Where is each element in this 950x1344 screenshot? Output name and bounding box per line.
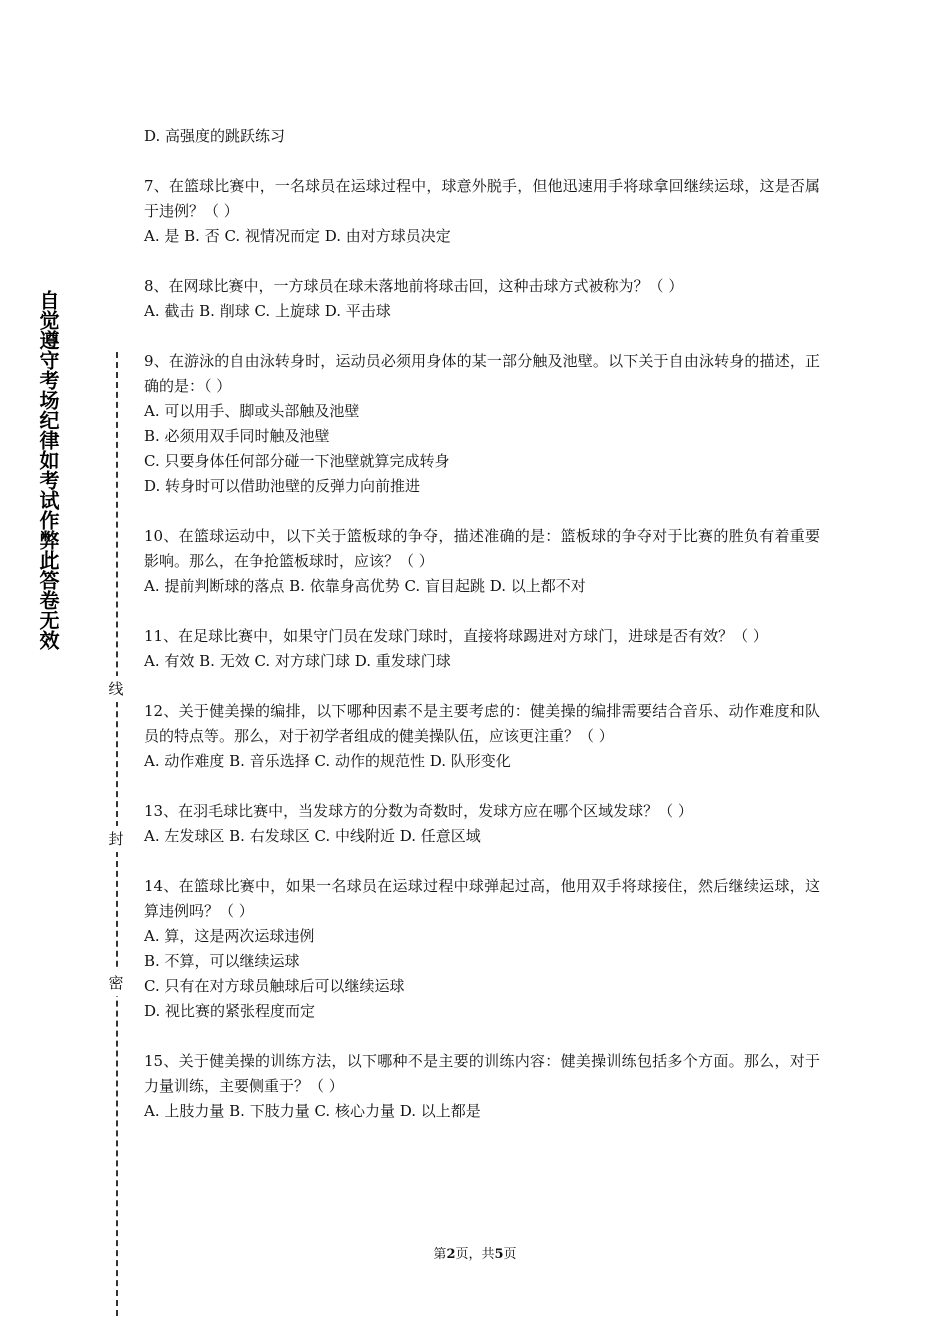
question-option: A. 算，这是两次运球违例 xyxy=(144,927,315,945)
question-stem: 14、在篮球比赛中，如果一名球员在运球过程中球弹起过高，他用双手将球接住，然后继续运球，这算违例吗？（ ） xyxy=(144,877,820,920)
question-block xyxy=(144,1049,820,1124)
question-stem: 8、在网球比赛中，一方球员在球未落地前将球击回，这种击球方式被称为？（ ） xyxy=(144,277,684,295)
question-option: D. 转身时可以借助池壁的反弹力向前推进 xyxy=(144,477,421,495)
question-block xyxy=(144,799,820,849)
footer-suffix: 页 xyxy=(503,1247,517,1262)
question-option: A. 可以用手、脚或头部触及池壁 xyxy=(144,402,360,420)
question-option: A. 左发球区 B. 右发球区 C. 中线附近 D. 任意区域 xyxy=(144,827,481,845)
question-option: A. 是 B. 否 C. 视情况而定 D. 由对方球员决定 xyxy=(144,227,451,245)
binding-mark-seal: 封 xyxy=(104,826,128,852)
question-stem: 9、在游泳的自由泳转身时，运动员必须用身体的某一部分触及池壁。以下关于自由泳转身的描述，正确的是：（ ） xyxy=(144,352,820,395)
question-option: A. 有效 B. 无效 C. 对方球门球 D. 重发球门球 xyxy=(144,652,451,670)
question-block xyxy=(144,174,820,249)
question-block xyxy=(144,699,820,774)
question-stem: 12、关于健美操的编排，以下哪种因素不是主要考虑的：健美操的编排需要结合音乐、动作难度和队员的特点等。那么，对于初学者组成的健美操队伍，应该更注重？（ ） xyxy=(144,702,820,745)
footer-current-page: 2 xyxy=(446,1247,456,1262)
carryover-option: D. 高强度的跳跃练习 xyxy=(144,127,286,145)
margin-warning-text: 自觉遵守考场纪律如考试作弊此答卷无效 xyxy=(36,290,60,650)
question-option: D. 视比赛的紧张程度而定 xyxy=(144,1002,316,1020)
binding-mark-line: 线 xyxy=(104,676,128,702)
question-stem: 13、在羽毛球比赛中，当发球方的分数为奇数时，发球方应在哪个区域发球？（ ） xyxy=(144,802,693,820)
question-block xyxy=(144,524,820,599)
question-option: A. 提前判断球的落点 B. 依靠身高优势 C. 盲目起跳 D. 以上都不对 xyxy=(144,577,586,595)
question-block xyxy=(144,624,820,674)
question-option: B. 必须用双手同时触及池壁 xyxy=(144,427,330,445)
question-option: A. 截击 B. 削球 C. 上旋球 D. 平击球 xyxy=(144,302,391,320)
question-list xyxy=(144,124,820,1124)
footer-prefix: 第 xyxy=(433,1247,447,1262)
question-stem: 10、在篮球运动中，以下关于篮板球的争夺，描述准确的是：篮板球的争夺对于比赛的胜负有着重要影响。那么，在争抢篮板球时，应该？（ ） xyxy=(144,527,820,570)
question-option: C. 只有在对方球员触球后可以继续运球 xyxy=(144,977,405,995)
question-option: A. 上肢力量 B. 下肢力量 C. 核心力量 D. 以上都是 xyxy=(144,1102,481,1120)
footer-total-pages: 5 xyxy=(494,1247,504,1262)
question-option: B. 不算，可以继续运球 xyxy=(144,952,300,970)
page-footer xyxy=(0,1245,950,1265)
question-stem: 15、关于健美操的训练方法，以下哪种不是主要的训练内容：健美操训练包括多个方面。那么，对于力量训练，主要侧重于？（ ） xyxy=(144,1052,820,1095)
question-stem: 7、在篮球比赛中，一名球员在运球过程中，球意外脱手，但他迅速用手将球拿回继续运球，这是否属于违例？（ ） xyxy=(144,177,820,220)
binding-mark-secret: 密 xyxy=(104,970,128,996)
question-block xyxy=(144,874,820,1024)
question-option: A. 动作难度 B. 音乐选择 C. 动作的规范性 D. 队形变化 xyxy=(144,752,511,770)
question-stem: 11、在足球比赛中，如果守门员在发球门球时，直接将球踢进对方球门，进球是否有效？（ ） xyxy=(144,627,768,645)
footer-middle: 页，共 xyxy=(455,1247,495,1262)
question-option: C. 只要身体任何部分碰一下池壁就算完成转身 xyxy=(144,452,450,470)
question-block xyxy=(144,349,820,499)
question-block xyxy=(144,274,820,324)
questions-container xyxy=(144,174,820,1124)
